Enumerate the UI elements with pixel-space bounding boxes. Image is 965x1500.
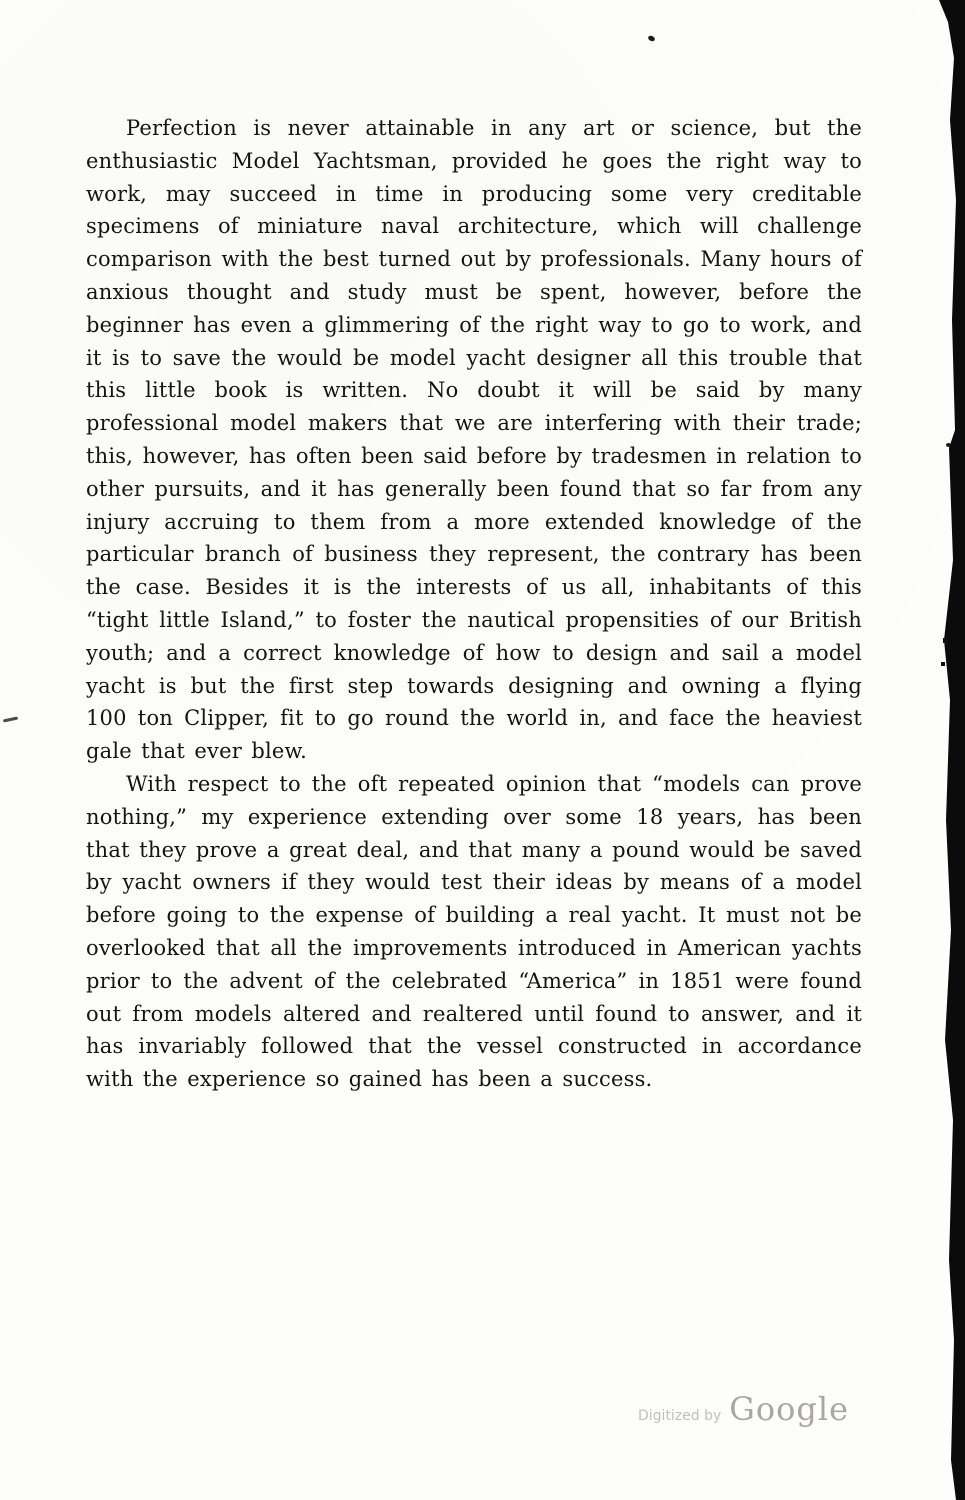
scan-speck	[946, 443, 951, 447]
paragraph-1: Perfection is never attainable in any art or science, but the enthusiastic Model Yachtsman, provided he goes the right way to work, may succeed in time in producing some very creditable specimens of miniature naval architecture, which will challenge comparison with the best turned out by professionals. Many hours of anxious thought and study must be spent, however, before the beginner has even a glimmering of the right way to go to work, and it is to save the would be model yacht designer all this trouble that this little book is written. No doubt it will be said by many professional model makers that we are interfering with their trade; this, however, has often been said before by tradesmen in relation to other pursuits, and it has generally been found that so far from any injury accruing to them from a more extended knowledge of the particular branch of business they represent, the contrary has been the case. Besides it is the interests of us all, inhabitants of this “tight little Island,” to foster the nautical propensities of our British youth; and a correct knowledge of how to design and sail a model yacht is but the first step towards designing and owning a flying 100 ton Clipper, fit to go round the world in, and face the heaviest gale that ever blew.	[86, 116, 862, 764]
digitized-by-google-watermark	[638, 1390, 849, 1428]
digitized-by-label: Digitized by	[638, 1408, 722, 1424]
page-text	[86, 112, 862, 1096]
google-logo-text: Google	[729, 1390, 850, 1428]
paragraph-2: With respect to the oft repeated opinion that “models can prove nothing,” my experience extending over some 18 years, has been that they prove a great deal, and that many a pound would be saved by yacht owners if they would test their ideas by means of a model before going to the expense of building a real yacht. It must not be overlooked that all the improvements introduced in American yachts prior to the advent of the celebrated “America” in 1851 were found out from models altered and realtered until found to answer, and it has invariably followed that the vessel constructed in accordance with the experience so gained has been a success.	[86, 771, 862, 1092]
scan-edge-artifact	[935, 0, 965, 1500]
scan-speck	[3, 716, 18, 722]
scan-speck	[647, 35, 655, 42]
